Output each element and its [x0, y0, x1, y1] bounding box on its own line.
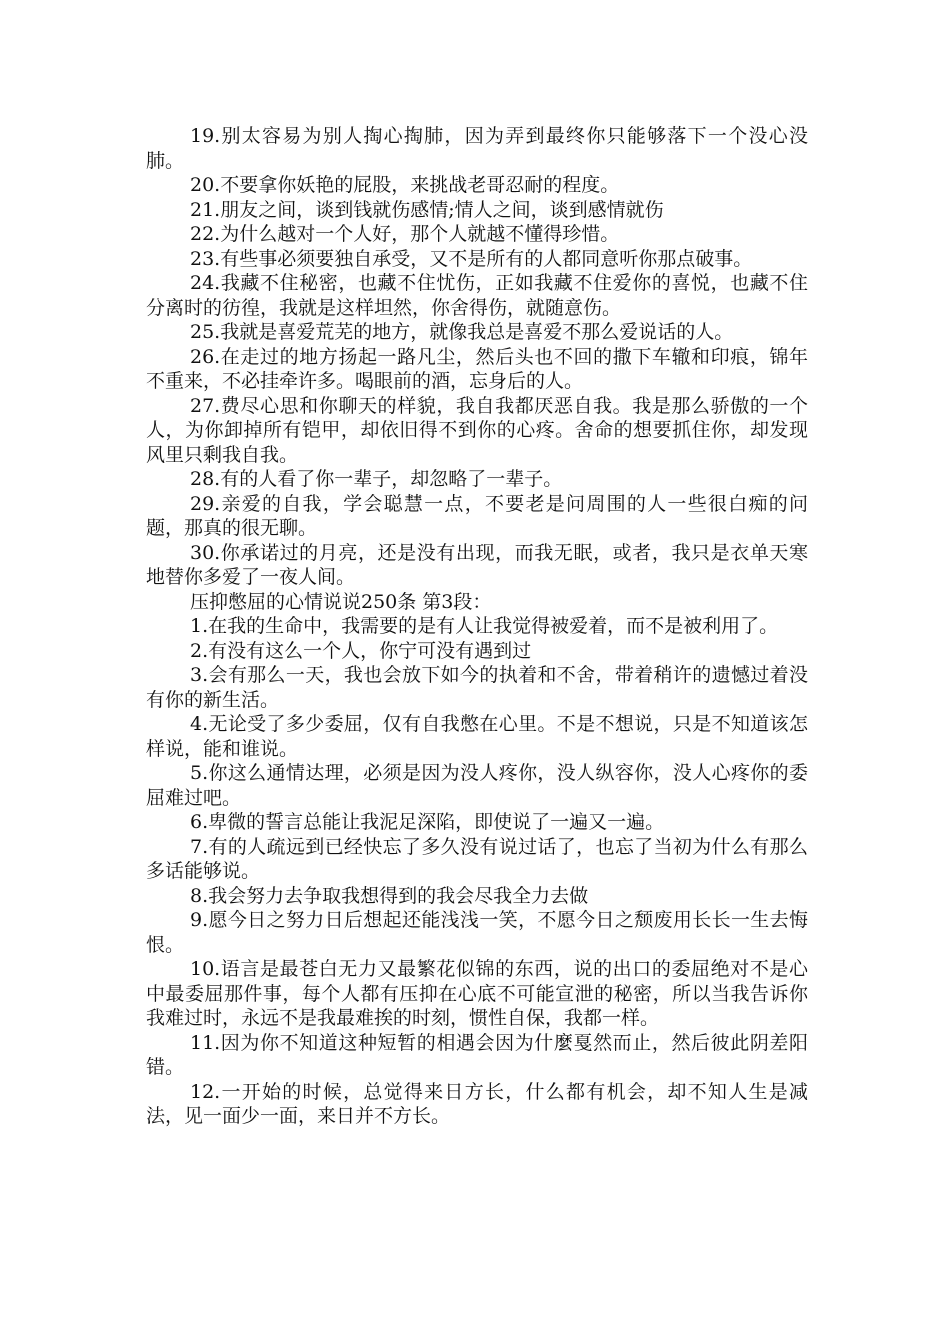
paragraph: 5.你这么通情达理，必须是因为没人疼你，没人纵容你，没人心疼你的委屈难过吧。: [146, 762, 808, 809]
paragraph: 20.不要拿你妖艳的屁股，来挑战老哥忍耐的程度。: [190, 174, 620, 196]
document-body: [146, 124, 808, 1129]
paragraph: 29.亲爱的自我，学会聪慧一点，不要老是问周围的人一些很白痴的问题，那真的很无聊。: [146, 492, 808, 539]
paragraph: 6.卑微的誓言总能让我泥足深陷，即使说了一遍又一遍。: [190, 811, 665, 833]
paragraph: 28.有的人看了你一辈子，却忽略了一辈子。: [190, 468, 563, 490]
paragraph: 19.别太容易为别人掏心掏肺，因为弄到最终你只能够落下一个没心没肺。: [146, 125, 808, 172]
paragraph: 27.费尽心思和你聊天的样貌，我自我都厌恶自我。我是那么骄傲的一个人，为你卸掉所有铠甲，却依旧得不到你的心疼。舍命的想要抓住你，却发现风里只剩我自我。: [146, 394, 808, 466]
paragraph: 25.我就是喜爱荒芜的地方，就像我总是喜爱不那么爱说话的人。: [190, 321, 734, 343]
paragraph: 9.愿今日之努力日后想起还能浅浅一笑，不愿今日之颓废用长长一生去悔恨。: [146, 909, 808, 956]
paragraph: 21.朋友之间，谈到钱就伤感情;情人之间，谈到感情就伤: [190, 198, 664, 221]
paragraph: 10.语言是最苍白无力又最繁花似锦的东西，说的出口的委屈绝对不是心中最委屈那件事，每个人都有压抑在心底不可能宣泄的秘密，所以当我告诉你我难过时，永远不是我最难挨的时刻，惯性自保，我都一样。: [146, 958, 808, 1029]
paragraph: 30.你承诺过的月亮，还是没有出现，而我无眠，或者，我只是衣单天寒地替你多爱了一夜人间。: [146, 541, 808, 588]
section-heading: 压抑憋屈的心情说说250条 第3段：: [190, 590, 492, 613]
paragraph: 23.有些事必须要独自承受，又不是所有的人都同意听你那点破事。: [190, 247, 753, 270]
paragraph: 11.因为你不知道这种短暂的相遇会因为什麼戛然而止，然后彼此阴差阳错。: [146, 1031, 808, 1078]
paragraph: 22.为什么越对一个人好，那个人就越不懂得珍惜。: [190, 223, 620, 245]
paragraph: 7.有的人疏远到已经快忘了多久没有说过话了，也忘了当初为什么有那么多话能够说。: [146, 835, 808, 882]
paragraph: 8.我会努力去争取我想得到的我会尽我全力去做: [190, 884, 589, 907]
paragraph: 2.有没有这么一个人，你宁可没有遇到过: [190, 639, 532, 662]
paragraph: 24.我藏不住秘密，也藏不住忧伤，正如我藏不住爱你的喜悦，也藏不住分离时的彷徨，我就是这样坦然，你舍得伤，就随意伤。: [146, 272, 808, 319]
paragraph: 12.一开始的时候，总觉得来日方长，什么都有机会，却不知人生是减法，见一面少一面，来日并不方长。: [146, 1080, 808, 1127]
paragraph: 26.在走过的地方扬起一路凡尘，然后头也不回的撒下车辙和印痕，锦年不重来，不必挂牵许多。喝眼前的酒，忘身后的人。: [146, 345, 808, 392]
paragraph: 4.无论受了多少委屈，仅有自我憋在心里。不是不想说，只是不知道该怎样说，能和谁说。: [146, 713, 808, 760]
paragraph: 1.在我的生命中，我需要的是有人让我觉得被爱着，而不是被利用了。: [190, 615, 779, 637]
paragraph: 3.会有那么一天，我也会放下如今的执着和不舍，带着稍许的遗憾过着没有你的新生活。: [146, 664, 808, 711]
